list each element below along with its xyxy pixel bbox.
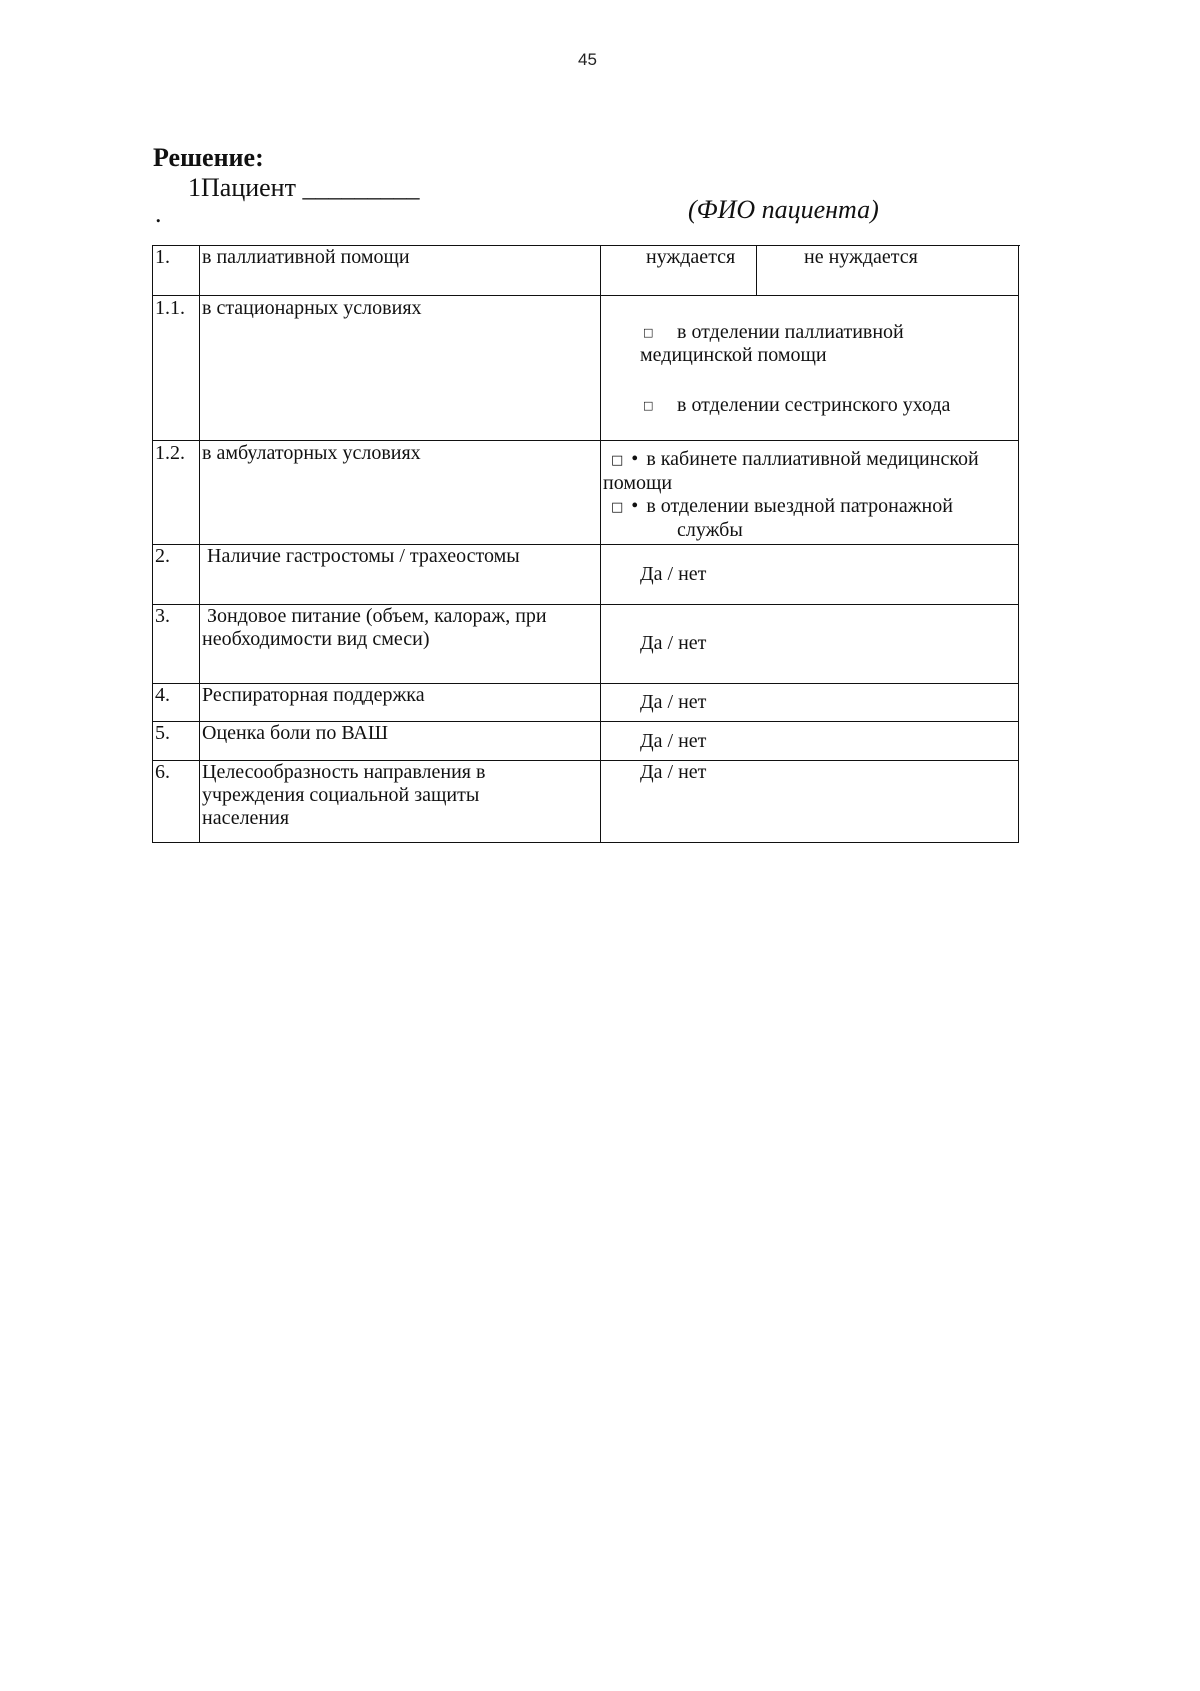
checkbox-icon: □: [611, 453, 624, 468]
bullet-icon: •: [631, 448, 639, 470]
row-number: 1.1.: [153, 296, 200, 441]
patient-name-blank: _________: [302, 173, 420, 202]
row-label: [200, 545, 601, 605]
row-label: Оценка боли по ВАШ: [200, 722, 601, 761]
checkbox-icon: □: [611, 500, 624, 515]
option-text: в кабинете паллиативной медицинской: [646, 448, 979, 470]
row-label-line: необходимости вид смеси): [202, 628, 430, 650]
bullet-icon: •: [631, 495, 639, 517]
patient-line: [188, 173, 419, 203]
option-line: [601, 495, 1018, 519]
row-label-line: учреждения социальной защиты: [202, 784, 480, 806]
row-label-line: Целесообразность направления в: [202, 761, 486, 783]
checkbox-icon: □: [643, 399, 654, 412]
row-label: в стационарных условиях: [200, 296, 601, 441]
option-line: [601, 394, 1018, 417]
row-label: в амбулаторных условиях: [200, 441, 601, 545]
option-not-needs: не нуждается: [757, 246, 1019, 296]
page-number: 45: [578, 50, 597, 69]
yes-no-answer: Да / нет: [601, 605, 1019, 684]
patient-name-hint: (ФИО пациента): [688, 195, 879, 224]
option-text: в отделении выездной патронажной: [646, 495, 953, 517]
row-label: [200, 605, 601, 684]
row-label-text: Наличие гастростомы / трахеостомы: [207, 545, 520, 567]
outpatient-options: [601, 441, 1019, 545]
yes-no-answer: Да / нет: [601, 761, 1019, 843]
option-line-continued: [601, 519, 1018, 542]
option-text: помощи: [603, 472, 673, 494]
yes-no-answer: Да / нет: [601, 545, 1019, 605]
option-text: медицинской помощи: [640, 344, 827, 366]
option-line: [601, 321, 1018, 344]
decision-table: [152, 245, 1020, 843]
stray-dot: .: [155, 199, 162, 228]
row-label-line: населения: [202, 807, 290, 829]
row-number: 3.: [153, 605, 200, 684]
option-text: службы: [677, 519, 743, 541]
option-line-continued: [601, 472, 1018, 495]
option-text: в отделении паллиативной: [677, 321, 904, 343]
row-label: в паллиативной помощи: [200, 246, 601, 296]
option-needs: нуждается: [601, 246, 757, 296]
checkbox-icon: □: [643, 326, 654, 339]
row-number: 1.2.: [153, 441, 200, 545]
row-label: Респираторная поддержка: [200, 684, 601, 722]
row-label: [200, 761, 601, 843]
option-text: в отделении сестринского ухода: [677, 394, 951, 416]
row-number: 2.: [153, 545, 200, 605]
option-line: [601, 448, 1018, 472]
inpatient-options: [601, 296, 1019, 441]
patient-label: 1Пациент: [188, 173, 296, 202]
row-number: 5.: [153, 722, 200, 761]
section-heading: Решение:: [153, 143, 264, 172]
yes-no-answer: Да / нет: [601, 722, 1019, 761]
row-number: 4.: [153, 684, 200, 722]
row-number: 6.: [153, 761, 200, 843]
row-label-line: Зондовое питание (объем, калораж, при: [207, 605, 547, 627]
yes-no-answer: Да / нет: [601, 684, 1019, 722]
option-line-continued: [601, 344, 1018, 367]
row-number: 1.: [153, 246, 200, 296]
